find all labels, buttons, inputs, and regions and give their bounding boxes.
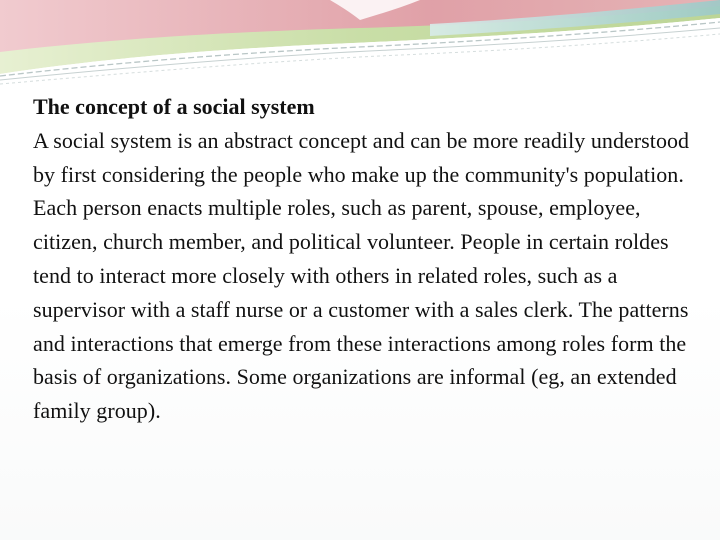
slide-body-text: A social system is an abstract concept and can be more readily understood by first considering the people who make up the community's population. Each person enacts multiple roles, such as parent, spouse, employee, citizen, church member, and political volunteer. People in certain roldes tend to interact more closely with others in related roles, such as a supervisor with a staff nurse or a customer with a sales clerk. The patterns and interactions that emerge from these interactions among roles form the basis of organizations. Some organizations are informal (eg, an extended family group). <box>33 127 690 424</box>
header-wave-decoration <box>0 0 720 90</box>
slide-title: The concept of a social system <box>33 94 315 119</box>
slide-content <box>33 88 693 428</box>
